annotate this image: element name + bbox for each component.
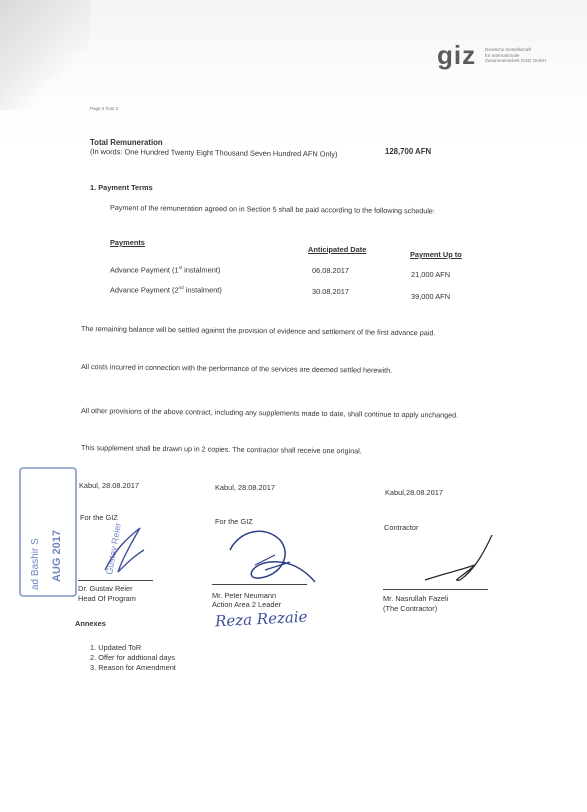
annex-item: 1. Updated ToR xyxy=(90,643,142,652)
annexes-heading: Annexes xyxy=(75,619,106,628)
signature-fazeli xyxy=(420,530,500,590)
payment-row-2-amount: 39,000 AFN xyxy=(411,292,451,301)
total-in-words: (In words: One Hundred Twenty Eight Thousand Seven Hundred AFN Only) xyxy=(89,147,338,159)
sig3-name: Mr. Nasrullah Fazeli xyxy=(383,594,449,603)
sig3-for: Contractor xyxy=(384,523,419,532)
sig2-for: For the GIZ xyxy=(215,517,253,526)
page-fold-shadow xyxy=(0,0,90,110)
total-label: Total Remuneration xyxy=(90,138,163,147)
sig1-line xyxy=(78,580,153,581)
paragraph-copies: This supplement shall be drawn up in 2 copies. The contractor shall receive one original. xyxy=(80,443,362,456)
signature-reier xyxy=(100,520,150,580)
column-anticipated-date: Anticipated Date xyxy=(308,245,367,254)
sig1-for: For the GIZ xyxy=(80,513,118,522)
logo-subtitle xyxy=(485,47,555,64)
payment-terms-heading: 1. Payment Terms xyxy=(90,183,153,192)
logo-word: giz xyxy=(437,40,477,70)
logo-sub-line: für Internationale xyxy=(485,52,520,58)
sig3-title: (The Contractor) xyxy=(383,604,438,613)
total-amount: 128,700 AFN xyxy=(385,147,432,156)
stamp-graphic xyxy=(14,462,84,602)
logo-sub-line: Zusammenarbeit (GIZ) GmbH xyxy=(485,58,547,63)
sig3-place-date: Kabul,28.08.2017 xyxy=(385,488,443,497)
signature-neumann xyxy=(220,520,320,590)
payment-row-1-amount: 21,000 AFN xyxy=(411,270,451,279)
giz-logo xyxy=(437,40,476,71)
sig2-title: Action Area 2 Leader xyxy=(212,600,282,609)
column-payment-up-to: Payment Up to xyxy=(410,250,462,259)
paragraph-costs: All costs incurred in connection with the performance of the services are deemed settled herewith. xyxy=(80,362,393,375)
payment-terms-intro: Payment of the remuneration agreed on in Section 5 shall be paid according to the following schedule: xyxy=(109,203,435,216)
sig1-name: Dr. Gustav Reier xyxy=(78,584,133,593)
payment-row-1-date: 06.08.2017 xyxy=(312,266,349,275)
sig3-line xyxy=(383,589,488,590)
sig2-place-date: Kabul, 28.08.2017 xyxy=(215,483,275,492)
payment-row-1-label: Advance Payment (1st instalment) xyxy=(110,265,221,275)
svg-text:Gustav Reier: Gustav Reier xyxy=(104,521,124,576)
paragraph-remaining-balance: The remaining balance will be settled against the provision of evidence and settlement of the first advance paid. xyxy=(80,324,436,338)
svg-text:ad Bashir S: ad Bashir S xyxy=(30,538,41,590)
payment-row-2-date: 30.08.2017 xyxy=(312,287,349,296)
sig1-title: Head Of Program xyxy=(78,594,136,603)
logo-sub-line: Deutsche Gesellschaft xyxy=(485,47,531,52)
payment-row-2-label: Advance Payment (2nd instalment) xyxy=(110,285,222,295)
sig2-line xyxy=(212,584,307,585)
sig1-place-date: Kabul, 28.08.2017 xyxy=(79,481,139,490)
paragraph-other-provisions: All other provisions of the above contract, including any supplements made to date, shall continue to apply unchanged. xyxy=(80,406,459,420)
svg-text:AUG 2017: AUG 2017 xyxy=(51,530,63,582)
handwritten-name: Reza Rezaie xyxy=(214,607,308,631)
annex-item: 2. Offer for addtional days xyxy=(90,653,175,662)
column-payments: Payments xyxy=(110,238,145,247)
annex-item: 3. Reason for Amendment xyxy=(90,663,176,672)
page-label: Page 2 from 2 xyxy=(90,106,119,111)
sig2-name: Mr. Peter Neumann xyxy=(212,591,277,600)
